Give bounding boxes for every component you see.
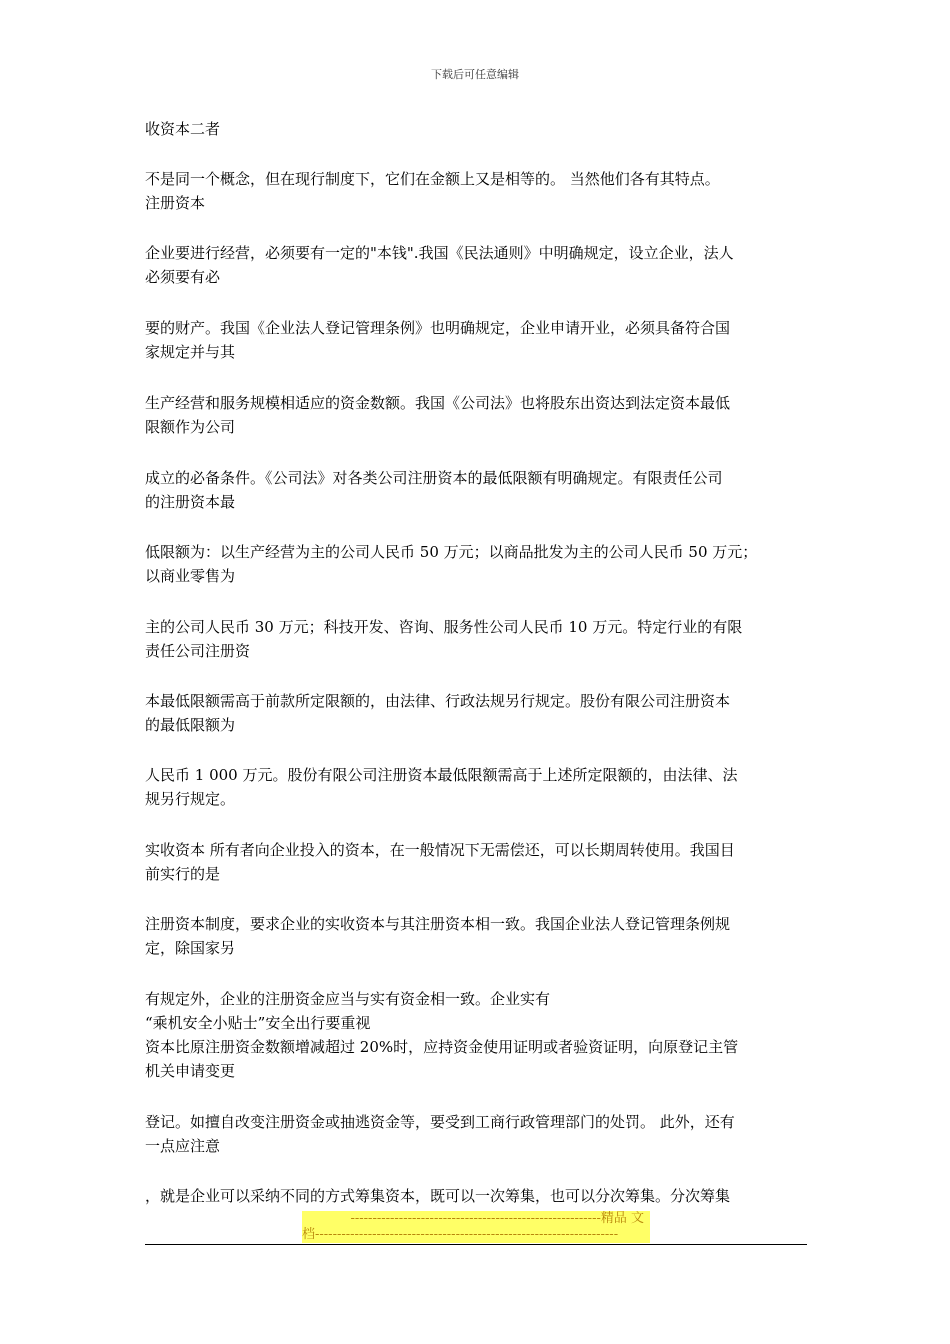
text-line: 必须要有必 bbox=[145, 268, 221, 286]
text-line: 成立的必备条件。《公司法》对各类公司注册资本的最低限额有明确规定。有限责任公司 bbox=[145, 469, 723, 487]
text-line: 要的财产。我国《企业法人登记管理条例》也明确规定，企业申请开业，必须具备符合国 bbox=[145, 319, 731, 337]
text-line: 规另行规定。 bbox=[145, 790, 236, 808]
footer-banner-row: ---------------------------------------------------------精品 文 bbox=[350, 1211, 644, 1226]
text-line: 的注册资本最 bbox=[145, 493, 236, 511]
text-line: 收资本二者 bbox=[145, 120, 221, 138]
text-line: 定，除国家另 bbox=[145, 939, 236, 957]
text-line: 不是同一个概念，但在现行制度下，它们在金额上又是相等的。 当然他们各有其特点。 bbox=[145, 170, 720, 188]
text-line: 责任公司注册资 bbox=[145, 642, 251, 660]
page-header: 下载后可任意编辑 bbox=[431, 68, 519, 81]
text-line: ，就是企业可以采纳不同的方式筹集资本，既可以一次筹集，也可以分次筹集。分次筹集 bbox=[145, 1187, 731, 1205]
text-line: 人民币 1 000 万元。股份有限公司注册资本最低限额需高于上述所定限额的，由法律、法 bbox=[145, 766, 738, 784]
text-line: “乘机安全小贴士”安全出行要重视 bbox=[145, 1014, 371, 1032]
footer-banner-row: 档--------------------------------------------------------------------- bbox=[302, 1227, 619, 1242]
text-line: 限额作为公司 bbox=[145, 418, 236, 436]
text-line: 有规定外，企业的注册资金应当与实有资金相一致。企业实有 bbox=[145, 990, 551, 1008]
text-line: 实收资本 所有者向企业投入的资本，在一般情况下无需偿还，可以长期周转使用。我国目 bbox=[145, 841, 735, 859]
text-line: 企业要进行经营，必须要有一定的"本钱".我国《民法通则》中明确规定，设立企业，法人 bbox=[145, 244, 734, 262]
text-line: 主的公司人民币 30 万元；科技开发、咨询、服务性公司人民币 10 万元。特定行业的有限 bbox=[145, 618, 743, 636]
text-line: 注册资本制度，要求企业的实收资本与其注册资本相一致。我国企业法人登记管理条例规 bbox=[145, 915, 731, 933]
text-line: 登记。如擅自改变注册资金或抽逃资金等，要受到工商行政管理部门的处罚。 此外，还有 bbox=[145, 1113, 735, 1131]
text-line: 以商业零售为 bbox=[145, 567, 236, 585]
text-line: 一点应注意 bbox=[145, 1137, 221, 1155]
text-line: 机关申请变更 bbox=[145, 1062, 236, 1080]
text-line: 低限额为：以生产经营为主的公司人民币 50 万元；以商品批发为主的公司人民币 50 万元； bbox=[145, 543, 758, 561]
text-line: 生产经营和服务规模相适应的资金数额。我国《公司法》也将股东出资达到法定资本最低 bbox=[145, 394, 731, 412]
text-line: 家规定并与其 bbox=[145, 343, 236, 361]
text-line: 注册资本 bbox=[145, 194, 206, 212]
text-line: 本最低限额需高于前款所定限额的，由法律、行政法规另行规定。股份有限公司注册资本 bbox=[145, 692, 731, 710]
text-line: 前实行的是 bbox=[145, 865, 221, 883]
footer-watermark-banner bbox=[302, 1211, 650, 1243]
text-line: 的最低限额为 bbox=[145, 716, 236, 734]
text-line: 资本比原注册资金数额增减超过 20%时，应持资金使用证明或者验资证明，向原登记主管 bbox=[145, 1038, 739, 1056]
footer-divider bbox=[145, 1244, 807, 1245]
